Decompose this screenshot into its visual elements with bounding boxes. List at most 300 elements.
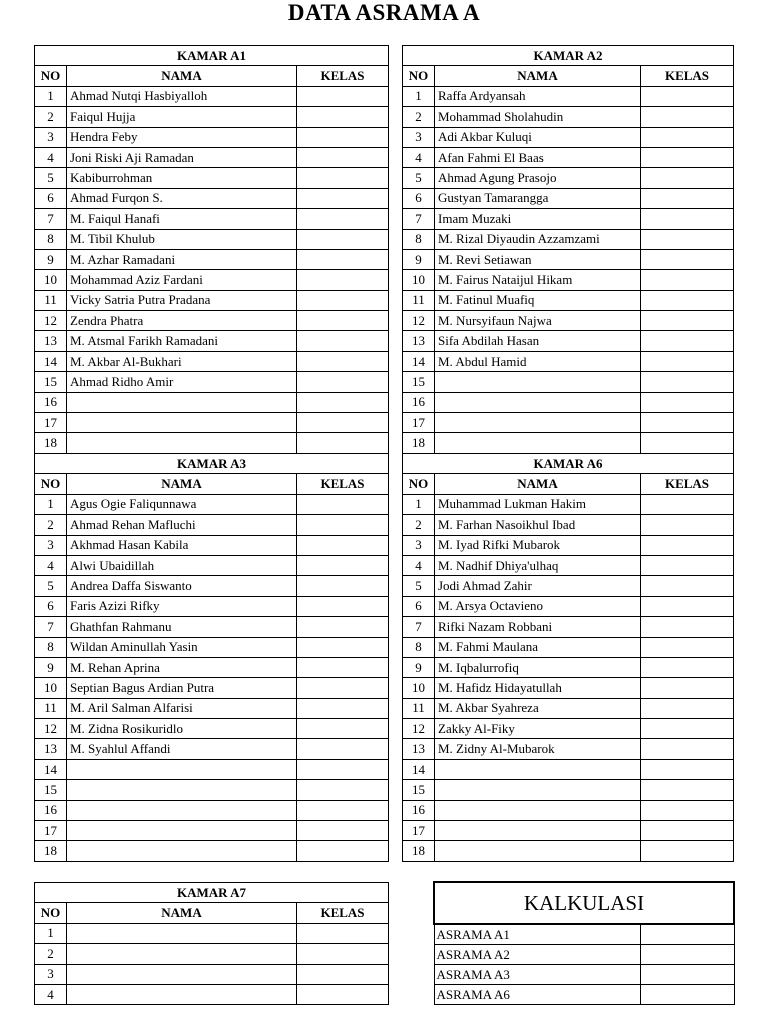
- room-title-row: [403, 454, 734, 474]
- table-row: [35, 188, 389, 208]
- table-row: [403, 168, 734, 188]
- student-name-cell[interactable]: [67, 800, 297, 820]
- table-row: [35, 759, 389, 779]
- student-name-cell[interactable]: [67, 413, 297, 433]
- kelas-cell[interactable]: [641, 249, 734, 269]
- kelas-cell[interactable]: [297, 249, 389, 269]
- kelas-cell[interactable]: [297, 944, 389, 964]
- kelas-cell[interactable]: [297, 515, 389, 535]
- kelas-cell[interactable]: [641, 596, 734, 616]
- column-header-row: [403, 66, 734, 86]
- table-row: [403, 596, 734, 616]
- column-header-nama: NAMA: [67, 903, 297, 923]
- student-name-cell[interactable]: Rifki Nazam Robbani: [435, 617, 641, 637]
- row-number: 1: [35, 494, 67, 514]
- kelas-cell[interactable]: [641, 147, 734, 167]
- table-row: [35, 800, 389, 820]
- kelas-cell[interactable]: [641, 311, 734, 331]
- column-header-nama: NAMA: [435, 66, 641, 86]
- kalkulasi-value[interactable]: [640, 985, 734, 1005]
- kelas-cell[interactable]: [641, 739, 734, 759]
- row-number: 7: [403, 617, 435, 637]
- student-name-cell[interactable]: Andrea Daffa Siswanto: [67, 576, 297, 596]
- student-name-cell[interactable]: Afan Fahmi El Baas: [435, 147, 641, 167]
- row-number: 9: [35, 657, 67, 677]
- kelas-cell[interactable]: [641, 576, 734, 596]
- kelas-cell[interactable]: [641, 107, 734, 127]
- table-row: [35, 678, 389, 698]
- row-number: 2: [35, 515, 67, 535]
- column-header-no: NO: [403, 474, 435, 494]
- kelas-cell[interactable]: [641, 290, 734, 310]
- student-name-cell[interactable]: M. Nadhif Dhiya'ulhaq: [435, 555, 641, 575]
- kelas-cell[interactable]: [641, 168, 734, 188]
- column-header-row: [35, 903, 389, 923]
- kelas-cell[interactable]: [297, 637, 389, 657]
- kelas-cell[interactable]: [297, 494, 389, 514]
- column-header-row: [403, 474, 734, 494]
- student-name-cell[interactable]: Agus Ogie Faliqunnawa: [67, 494, 297, 514]
- row-number: 4: [35, 147, 67, 167]
- kalkulasi-title: KALKULASI: [434, 882, 734, 924]
- student-name-cell[interactable]: [67, 964, 297, 984]
- kelas-cell[interactable]: [297, 311, 389, 331]
- kelas-cell[interactable]: [297, 107, 389, 127]
- kelas-cell[interactable]: [641, 209, 734, 229]
- student-name-cell[interactable]: [435, 413, 641, 433]
- row-number: 18: [35, 433, 67, 453]
- student-name-cell[interactable]: Faiqul Hujja: [67, 107, 297, 127]
- student-name-cell[interactable]: [67, 759, 297, 779]
- kalkulasi-value[interactable]: [640, 924, 734, 945]
- kelas-cell[interactable]: [297, 433, 389, 453]
- column-header-nama: NAMA: [67, 474, 297, 494]
- kelas-cell[interactable]: [297, 209, 389, 229]
- row-number: 6: [35, 596, 67, 616]
- kelas-cell[interactable]: [297, 657, 389, 677]
- table-row: [403, 413, 734, 433]
- kelas-cell[interactable]: [641, 86, 734, 106]
- kelas-cell[interactable]: [641, 800, 734, 820]
- row-number: 11: [403, 698, 435, 718]
- table-row: [35, 311, 389, 331]
- table-row: [403, 209, 734, 229]
- row-number: 10: [403, 678, 435, 698]
- table-row: [35, 270, 389, 290]
- row-number: 9: [35, 249, 67, 269]
- table-row: [35, 413, 389, 433]
- kelas-cell[interactable]: [297, 147, 389, 167]
- student-name-cell[interactable]: M. Arsya Octavieno: [435, 596, 641, 616]
- table-row: [403, 555, 734, 575]
- student-name-cell[interactable]: Joni Riski Aji Ramadan: [67, 147, 297, 167]
- student-name-cell[interactable]: Mohammad Sholahudin: [435, 107, 641, 127]
- row-number: 16: [35, 800, 67, 820]
- table-row: [403, 800, 734, 820]
- kelas-cell[interactable]: [641, 127, 734, 147]
- table-row: [403, 147, 734, 167]
- student-name-cell[interactable]: M. Hafidz Hidayatullah: [435, 678, 641, 698]
- kelas-cell[interactable]: [641, 515, 734, 535]
- student-name-cell[interactable]: Vicky Satria Putra Pradana: [67, 290, 297, 310]
- column-header-no: NO: [403, 66, 435, 86]
- table-row: [35, 821, 389, 841]
- table-row: [403, 535, 734, 555]
- table-row: [35, 617, 389, 637]
- row-number: 7: [403, 209, 435, 229]
- row-number: 6: [403, 596, 435, 616]
- kalkulasi-label: ASRAMA A1: [434, 924, 640, 945]
- kelas-cell[interactable]: [297, 392, 389, 412]
- row-number: 14: [403, 351, 435, 371]
- table-row: [35, 637, 389, 657]
- student-name-cell[interactable]: M. Faiqul Hanafi: [67, 209, 297, 229]
- row-number: 13: [35, 331, 67, 351]
- table-row: [403, 739, 734, 759]
- column-header-row: [35, 66, 389, 86]
- student-name-cell[interactable]: M. Syahlul Affandi: [67, 739, 297, 759]
- row-number: 3: [403, 535, 435, 555]
- kelas-cell[interactable]: [297, 413, 389, 433]
- student-name-cell[interactable]: [435, 800, 641, 820]
- table-row: [35, 555, 389, 575]
- student-name-cell[interactable]: [67, 392, 297, 412]
- kelas-cell[interactable]: [641, 678, 734, 698]
- table-row: [35, 209, 389, 229]
- column-header-row: [35, 474, 389, 494]
- row-number: 17: [35, 413, 67, 433]
- table-row: [403, 249, 734, 269]
- kelas-cell[interactable]: [641, 841, 734, 861]
- row-number: 12: [35, 311, 67, 331]
- student-name-cell[interactable]: M. Fatinul Muafiq: [435, 290, 641, 310]
- student-name-cell[interactable]: Gustyan Tamarangga: [435, 188, 641, 208]
- student-name-cell[interactable]: [435, 780, 641, 800]
- student-name-cell[interactable]: Ghathfan Rahmanu: [67, 617, 297, 637]
- table-row: [35, 331, 389, 351]
- kelas-cell[interactable]: [297, 780, 389, 800]
- student-name-cell[interactable]: M. Tibil Khulub: [67, 229, 297, 249]
- table-row: [35, 576, 389, 596]
- row-number: 12: [403, 311, 435, 331]
- student-name-cell[interactable]: M. Fahmi Maulana: [435, 637, 641, 657]
- row-number: 1: [35, 923, 67, 943]
- room-table-a1: [34, 45, 389, 454]
- student-name-cell[interactable]: Ahmad Agung Prasojo: [435, 168, 641, 188]
- table-row: [35, 494, 389, 514]
- kalkulasi-row: [434, 985, 734, 1005]
- kelas-cell[interactable]: [641, 372, 734, 392]
- kelas-cell[interactable]: [297, 964, 389, 984]
- kelas-cell[interactable]: [297, 168, 389, 188]
- kelas-cell[interactable]: [641, 229, 734, 249]
- table-row: [403, 270, 734, 290]
- student-name-cell[interactable]: Imam Muzaki: [435, 209, 641, 229]
- student-name-cell[interactable]: Hendra Feby: [67, 127, 297, 147]
- table-row: [35, 372, 389, 392]
- student-name-cell[interactable]: Alwi Ubaidillah: [67, 555, 297, 575]
- table-row: [403, 678, 734, 698]
- student-name-cell[interactable]: M. Revi Setiawan: [435, 249, 641, 269]
- row-number: 14: [403, 759, 435, 779]
- kelas-cell[interactable]: [297, 739, 389, 759]
- kelas-cell[interactable]: [297, 800, 389, 820]
- table-row: [403, 433, 734, 453]
- table-row: [403, 229, 734, 249]
- kelas-cell[interactable]: [641, 555, 734, 575]
- student-name-cell[interactable]: M. Rehan Aprina: [67, 657, 297, 677]
- row-number: 2: [403, 515, 435, 535]
- student-name-cell[interactable]: [435, 841, 641, 861]
- kalkulasi-value[interactable]: [640, 945, 734, 965]
- table-row: [35, 229, 389, 249]
- kelas-cell[interactable]: [297, 821, 389, 841]
- student-name-cell[interactable]: Septian Bagus Ardian Putra: [67, 678, 297, 698]
- kelas-cell[interactable]: [297, 290, 389, 310]
- table-row: [35, 433, 389, 453]
- row-number: 17: [403, 413, 435, 433]
- student-name-cell[interactable]: [67, 984, 297, 1004]
- student-name-cell[interactable]: M. Azhar Ramadani: [67, 249, 297, 269]
- table-row: [403, 780, 734, 800]
- kelas-cell[interactable]: [297, 719, 389, 739]
- kelas-cell[interactable]: [641, 413, 734, 433]
- row-number: 11: [35, 698, 67, 718]
- student-name-cell[interactable]: [67, 433, 297, 453]
- table-row: [35, 719, 389, 739]
- kelas-cell[interactable]: [641, 331, 734, 351]
- student-name-cell[interactable]: [435, 821, 641, 841]
- kelas-cell[interactable]: [641, 433, 734, 453]
- student-name-cell[interactable]: Sifa Abdilah Hasan: [435, 331, 641, 351]
- student-name-cell[interactable]: Raffa Ardyansah: [435, 86, 641, 106]
- student-name-cell[interactable]: M. Aril Salman Alfarisi: [67, 698, 297, 718]
- kelas-cell[interactable]: [641, 780, 734, 800]
- column-header-kelas: KELAS: [641, 474, 734, 494]
- table-row: [403, 617, 734, 637]
- kelas-cell[interactable]: [641, 351, 734, 371]
- student-name-cell[interactable]: Kabiburrohman: [67, 168, 297, 188]
- row-number: 9: [403, 249, 435, 269]
- kalkulasi-label: ASRAMA A2: [434, 945, 640, 965]
- row-number: 18: [35, 841, 67, 861]
- kelas-cell[interactable]: [297, 759, 389, 779]
- table-row: [403, 331, 734, 351]
- kelas-cell[interactable]: [297, 841, 389, 861]
- student-name-cell[interactable]: Ahmad Rehan Mafluchi: [67, 515, 297, 535]
- student-name-cell[interactable]: [67, 923, 297, 943]
- table-row: [403, 841, 734, 861]
- student-name-cell[interactable]: [435, 433, 641, 453]
- table-row: [35, 86, 389, 106]
- table-row: [35, 698, 389, 718]
- kelas-cell[interactable]: [297, 555, 389, 575]
- table-row: [35, 944, 389, 964]
- row-number: 13: [403, 331, 435, 351]
- row-number: 4: [403, 555, 435, 575]
- student-name-cell[interactable]: Akhmad Hasan Kabila: [67, 535, 297, 555]
- student-name-cell[interactable]: M. Farhan Nasoikhul Ibad: [435, 515, 641, 535]
- kelas-cell[interactable]: [297, 698, 389, 718]
- kalkulasi-value[interactable]: [640, 965, 734, 985]
- kelas-cell[interactable]: [641, 759, 734, 779]
- column-header-kelas: KELAS: [297, 66, 389, 86]
- row-number: 18: [403, 433, 435, 453]
- table-row: [35, 392, 389, 412]
- student-name-cell[interactable]: M. Abdul Hamid: [435, 351, 641, 371]
- room-table-a2: [402, 45, 734, 454]
- student-name-cell[interactable]: M. Atsmal Farikh Ramadani: [67, 331, 297, 351]
- kelas-cell[interactable]: [641, 637, 734, 657]
- student-name-cell[interactable]: Ahmad Nutqi Hasbiyalloh: [67, 86, 297, 106]
- student-name-cell[interactable]: M. Rizal Diyaudin Azzamzami: [435, 229, 641, 249]
- student-name-cell[interactable]: M. Iqbalurrofiq: [435, 657, 641, 677]
- table-row: [403, 290, 734, 310]
- row-number: 3: [35, 535, 67, 555]
- room-title: KAMAR A1: [35, 46, 389, 66]
- kelas-cell[interactable]: [641, 535, 734, 555]
- kalkulasi-row: [434, 965, 734, 985]
- student-name-cell[interactable]: M. Nursyifaun Najwa: [435, 311, 641, 331]
- kelas-cell[interactable]: [297, 576, 389, 596]
- table-row: [403, 821, 734, 841]
- kelas-cell[interactable]: [641, 657, 734, 677]
- room-title: KAMAR A7: [35, 883, 389, 903]
- kelas-cell[interactable]: [641, 188, 734, 208]
- student-name-cell[interactable]: M. Iyad Rifki Mubarok: [435, 535, 641, 555]
- row-number: 10: [403, 270, 435, 290]
- table-row: [35, 535, 389, 555]
- student-name-cell[interactable]: [67, 780, 297, 800]
- row-number: 4: [35, 555, 67, 575]
- table-row: [35, 249, 389, 269]
- row-number: 3: [403, 127, 435, 147]
- kelas-cell[interactable]: [641, 617, 734, 637]
- column-header-kelas: KELAS: [297, 474, 389, 494]
- student-name-cell[interactable]: M. Zidny Al-Mubarok: [435, 739, 641, 759]
- table-row: [403, 515, 734, 535]
- kelas-cell[interactable]: [297, 372, 389, 392]
- kalkulasi-table: [433, 881, 735, 1005]
- page-title: DATA ASRAMA A: [287, 0, 481, 25]
- row-number: 5: [403, 168, 435, 188]
- room-table-a6: [402, 453, 734, 862]
- table-row: [35, 923, 389, 943]
- row-number: 5: [35, 168, 67, 188]
- student-name-cell[interactable]: Mohammad Aziz Fardani: [67, 270, 297, 290]
- row-number: 4: [403, 147, 435, 167]
- row-number: 15: [35, 372, 67, 392]
- student-name-cell[interactable]: M. Zidna Rosikuridlo: [67, 719, 297, 739]
- kelas-cell[interactable]: [297, 270, 389, 290]
- student-name-cell[interactable]: Adi Akbar Kuluqi: [435, 127, 641, 147]
- room-table-a7: [34, 882, 389, 1005]
- row-number: 1: [403, 494, 435, 514]
- kelas-cell[interactable]: [641, 719, 734, 739]
- student-name-cell[interactable]: Zakky Al-Fiky: [435, 719, 641, 739]
- row-number: 2: [35, 107, 67, 127]
- table-row: [403, 127, 734, 147]
- column-header-kelas: KELAS: [297, 903, 389, 923]
- kelas-cell[interactable]: [297, 229, 389, 249]
- student-name-cell[interactable]: Ahmad Furqon S.: [67, 188, 297, 208]
- row-number: 7: [35, 617, 67, 637]
- kelas-cell[interactable]: [641, 494, 734, 514]
- student-name-cell[interactable]: [435, 372, 641, 392]
- table-row: [403, 188, 734, 208]
- row-number: 5: [35, 576, 67, 596]
- row-number: 5: [403, 576, 435, 596]
- table-row: [35, 657, 389, 677]
- kelas-cell[interactable]: [297, 984, 389, 1004]
- table-row: [35, 596, 389, 616]
- row-number: 8: [403, 229, 435, 249]
- student-name-cell[interactable]: [67, 841, 297, 861]
- room-title-row: [35, 883, 389, 903]
- row-number: 16: [403, 392, 435, 412]
- room-title-row: [403, 46, 734, 66]
- row-number: 10: [35, 678, 67, 698]
- student-name-cell[interactable]: Zendra Phatra: [67, 311, 297, 331]
- kelas-cell[interactable]: [297, 617, 389, 637]
- row-number: 3: [35, 964, 67, 984]
- row-number: 18: [403, 841, 435, 861]
- row-number: 11: [35, 290, 67, 310]
- kelas-cell[interactable]: [297, 86, 389, 106]
- kelas-cell[interactable]: [297, 535, 389, 555]
- student-name-cell[interactable]: Ahmad Ridho Amir: [67, 372, 297, 392]
- kelas-cell[interactable]: [641, 392, 734, 412]
- column-header-no: NO: [35, 903, 67, 923]
- kelas-cell[interactable]: [297, 596, 389, 616]
- student-name-cell[interactable]: M. Akbar Al-Bukhari: [67, 351, 297, 371]
- row-number: 13: [35, 739, 67, 759]
- kelas-cell[interactable]: [297, 188, 389, 208]
- student-name-cell[interactable]: Faris Azizi Rifky: [67, 596, 297, 616]
- student-name-cell[interactable]: [435, 759, 641, 779]
- kelas-cell[interactable]: [297, 127, 389, 147]
- student-name-cell[interactable]: M. Akbar Syahreza: [435, 698, 641, 718]
- table-row: [403, 494, 734, 514]
- student-name-cell[interactable]: Muhammad Lukman Hakim: [435, 494, 641, 514]
- table-row: [35, 780, 389, 800]
- student-name-cell[interactable]: [67, 944, 297, 964]
- kelas-cell[interactable]: [641, 270, 734, 290]
- room-title: KAMAR A2: [403, 46, 734, 66]
- row-number: 1: [35, 86, 67, 106]
- student-name-cell[interactable]: M. Fairus Nataijul Hikam: [435, 270, 641, 290]
- table-row: [403, 311, 734, 331]
- kelas-cell[interactable]: [297, 331, 389, 351]
- kelas-cell[interactable]: [641, 698, 734, 718]
- student-name-cell[interactable]: Wildan Aminullah Yasin: [67, 637, 297, 657]
- row-number: 15: [403, 372, 435, 392]
- table-row: [35, 290, 389, 310]
- kelas-cell[interactable]: [297, 678, 389, 698]
- kalkulasi-title-row: [434, 882, 734, 924]
- student-name-cell[interactable]: Jodi Ahmad Zahir: [435, 576, 641, 596]
- table-row: [35, 351, 389, 371]
- kelas-cell[interactable]: [641, 821, 734, 841]
- kelas-cell[interactable]: [297, 923, 389, 943]
- table-row: [403, 392, 734, 412]
- kelas-cell[interactable]: [297, 351, 389, 371]
- table-row: [35, 168, 389, 188]
- student-name-cell[interactable]: [67, 821, 297, 841]
- student-name-cell[interactable]: [435, 392, 641, 412]
- table-row: [403, 576, 734, 596]
- kalkulasi-row: [434, 945, 734, 965]
